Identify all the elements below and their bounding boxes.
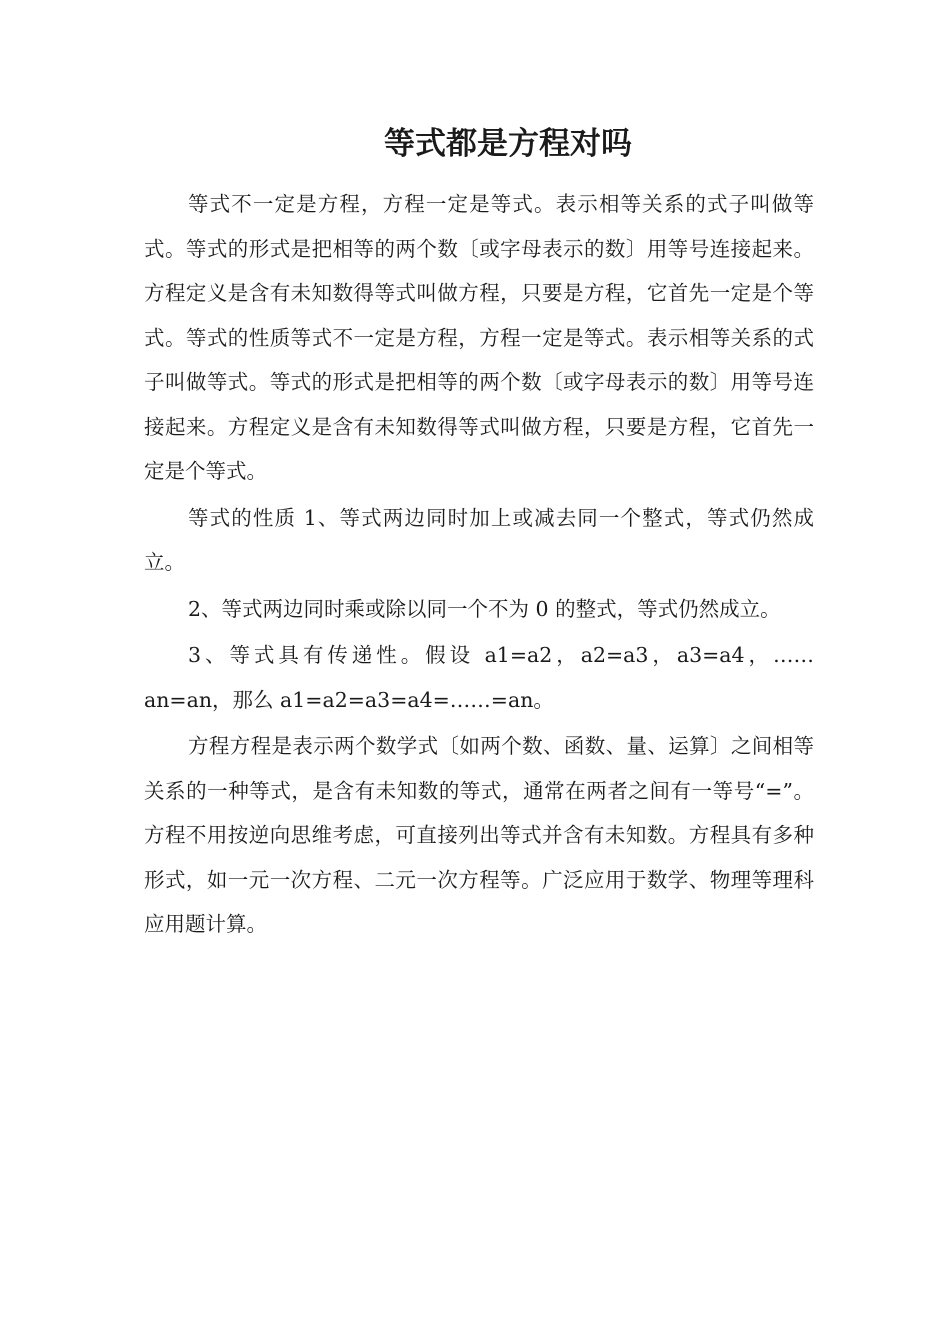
paragraph-property-2: 2、等式两边同时乘或除以同一个不为 0 的整式，等式仍然成立。: [188, 596, 781, 621]
document-title: 等式都是方程对吗: [384, 126, 632, 162]
paragraph-equation-definition: 方程方程是表示两个数学式〔如两个数、函数、量、运算〕之间相等关系的一种等式，是含有未知数的等式，通常在两者之间有一等号“=”。方程不用按逆向思维考虑，可直接列出等式并含有未知数。方程具有多种形式，如一元一次方程、二元一次方程等。广泛应用于数学、物理等理科应用题计算。: [144, 734, 814, 936]
document-body: [144, 182, 814, 947]
paragraph-property-3: 3、等式具有传递性。假设 a1=a2，a2=a3，a3=a4，……an=an，那么 a1=a2=a3=a4=……=an。: [144, 643, 814, 712]
paragraph-equation-vs-equality: 等式不一定是方程，方程一定是等式。表示相等关系的式子叫做等式。等式的形式是把相等的两个数〔或字母表示的数〕用等号连接起来。方程定义是含有未知数得等式叫做方程，只要是方程，它首先一定是个等式。等式的性质等式不一定是方程，方程一定是等式。表示相等关系的式子叫做等式。等式的形式是把相等的两个数〔或字母表示的数〕用等号连接起来。方程定义是含有未知数得等式叫做方程，只要是方程，它首先一定是个等式。: [144, 192, 814, 483]
paragraph-property-1: 等式的性质 1、等式两边同时加上或减去同一个整式，等式仍然成立。: [144, 505, 814, 574]
